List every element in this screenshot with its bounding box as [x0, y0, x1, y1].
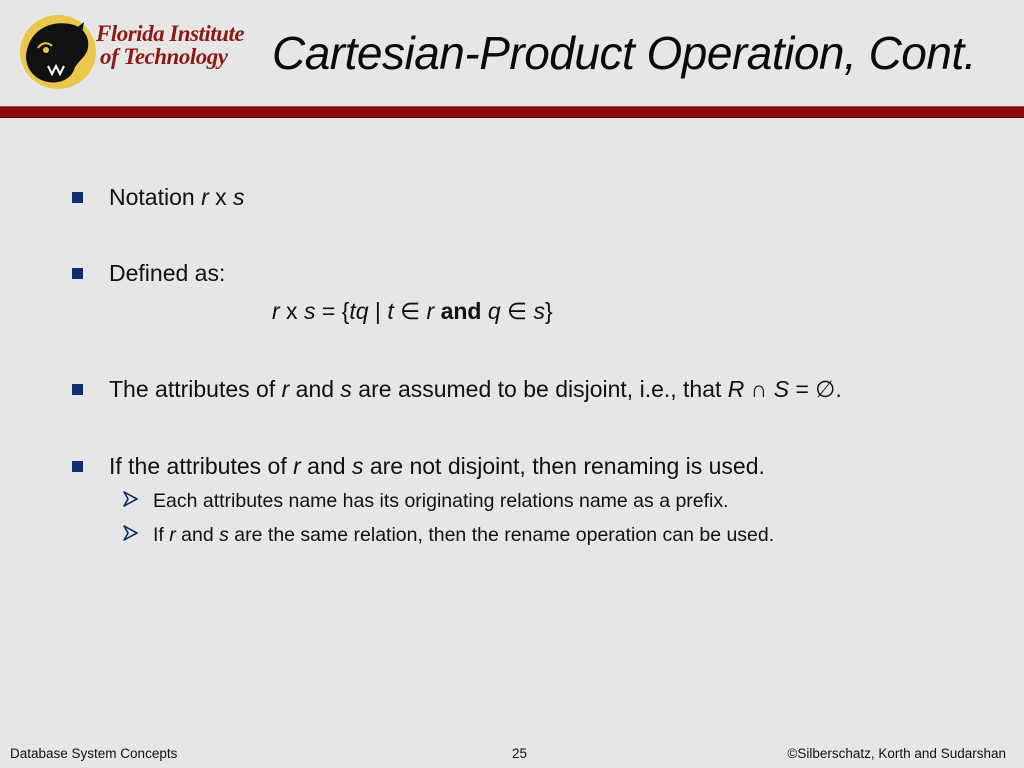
arrow-bullet-icon	[122, 491, 138, 507]
slide-title: Cartesian-Product Operation, Cont.	[272, 27, 977, 79]
bullet-text: If the attributes of r and s are not disjoint, then renaming is used.	[109, 453, 765, 479]
fit-logo	[18, 12, 254, 90]
footer-copyright: ©Silberschatz, Korth and Sudarshan	[787, 746, 1006, 761]
arrow-bullet-icon	[122, 525, 138, 541]
footer-course: Database System Concepts	[10, 746, 178, 761]
bullet-square-icon	[72, 461, 83, 472]
bullet-text: Notation r x s	[109, 184, 245, 210]
cartesian-formula: r x s = {tq | t ∈ r and q ∈ s}	[272, 298, 553, 324]
bullet-square-icon	[72, 192, 83, 203]
footer-page-number: 25	[512, 746, 528, 761]
logo-line2: of Technology	[100, 44, 228, 69]
logo-wordmark	[96, 22, 244, 68]
logo-line1: Florida Institute	[96, 21, 245, 46]
subbullet-text: If r and s are the same relation, then the rename operation can be used.	[153, 524, 775, 546]
bullet-text: Defined as:	[109, 260, 226, 286]
bullet-square-icon	[72, 268, 83, 279]
title-rule	[0, 106, 1024, 118]
subbullet-text: Each attributes name has its originating relations name as a prefix.	[153, 490, 729, 512]
bullet-text: The attributes of r and s are assumed to be disjoint, i.e., that R ∩ S = ∅.	[109, 376, 842, 402]
panther-icon	[18, 12, 98, 90]
bullet-square-icon	[72, 384, 83, 395]
